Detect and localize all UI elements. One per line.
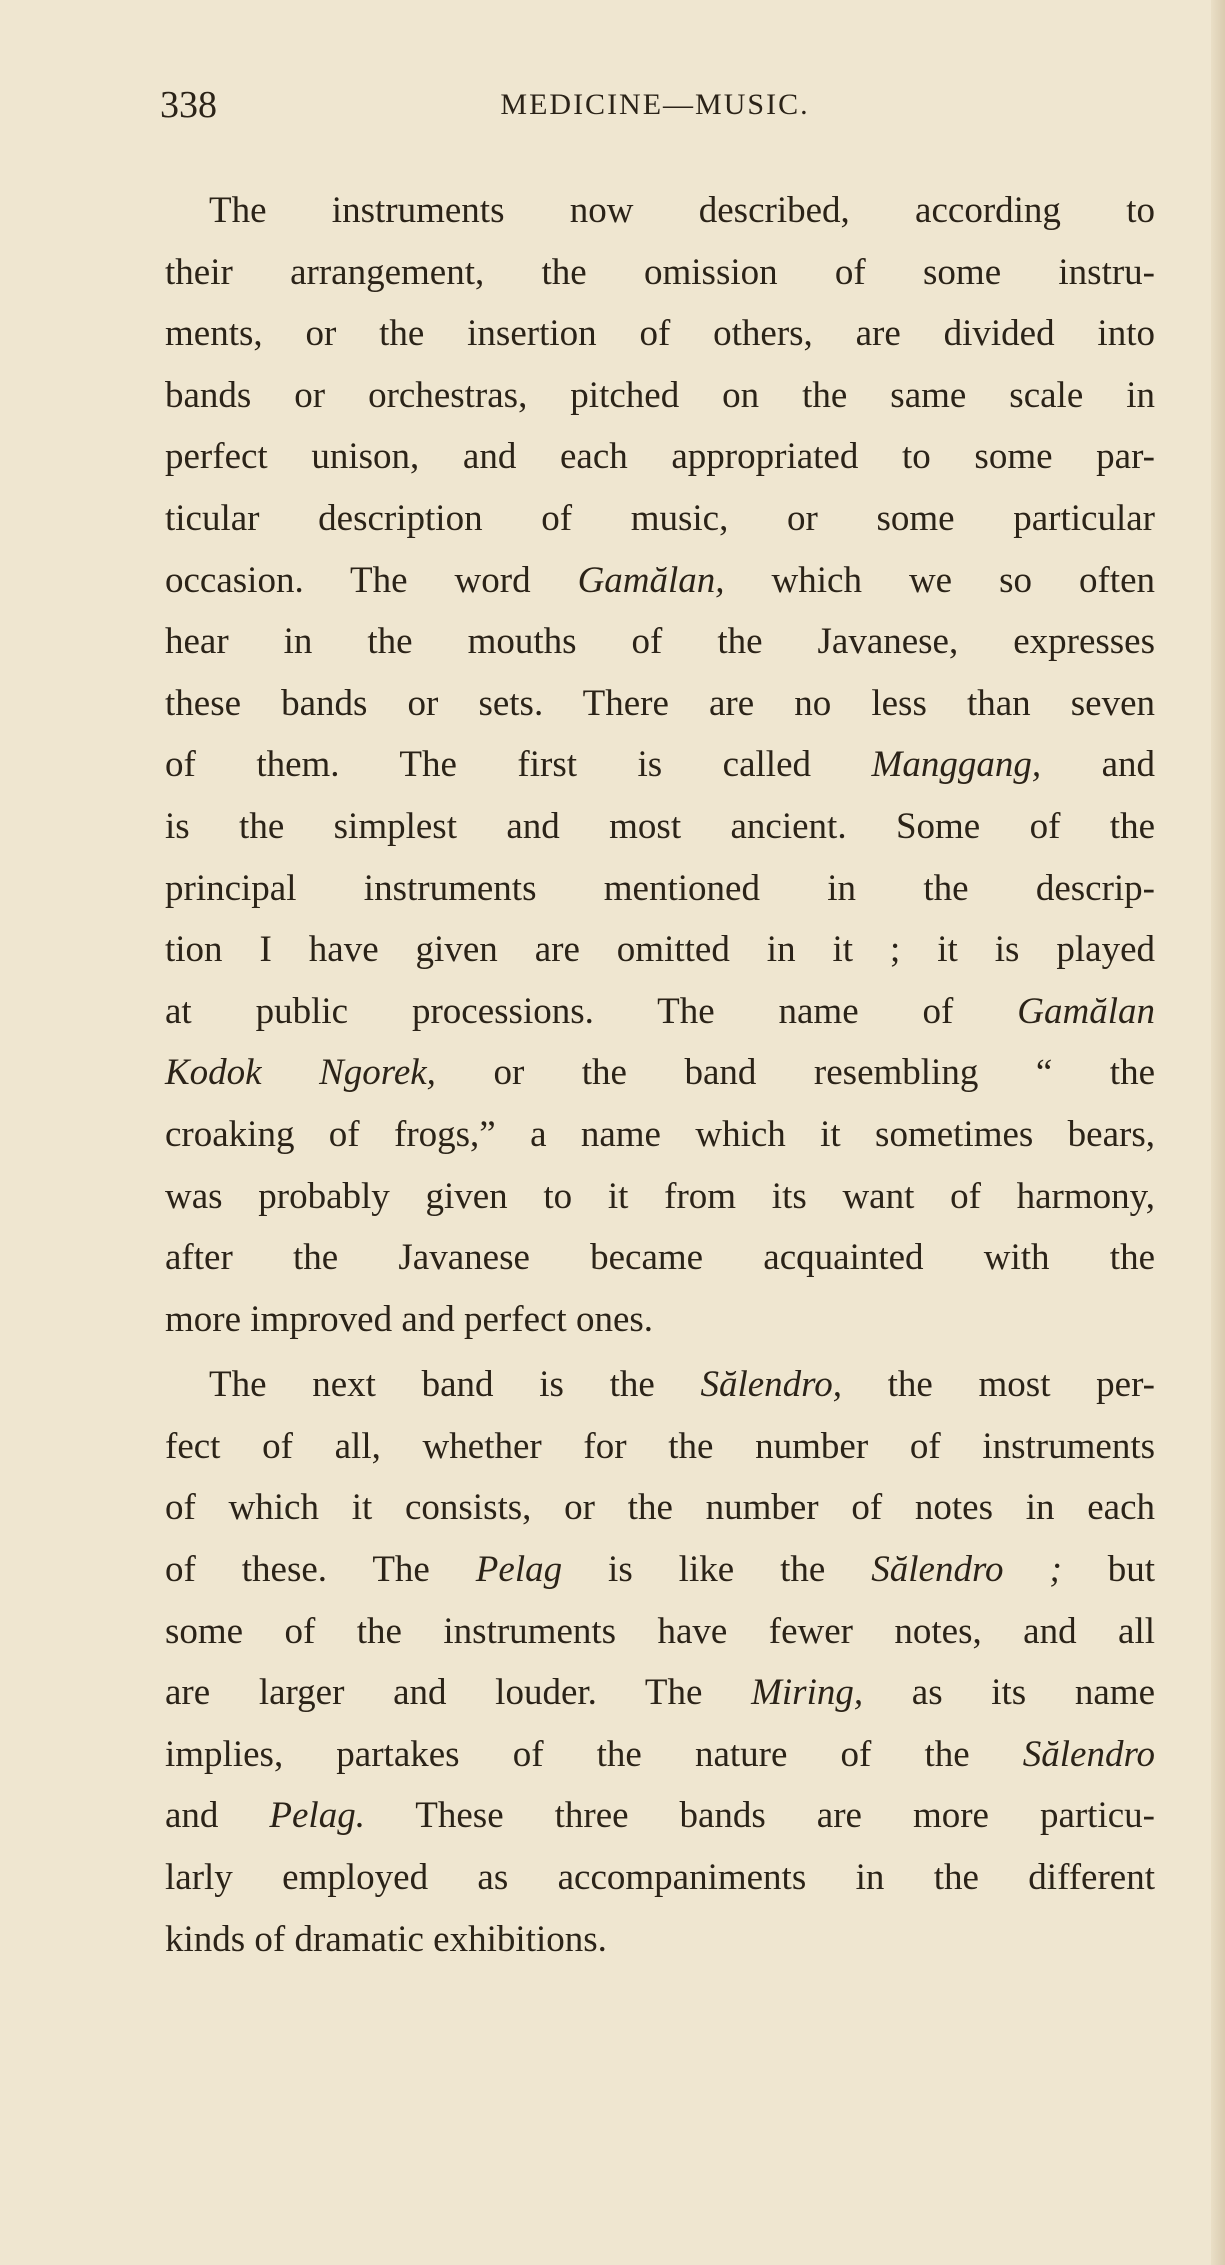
- text-segment: at public processions. The name of: [165, 990, 1018, 1032]
- page-edge: [1211, 0, 1225, 2265]
- text-segment: as its name: [863, 1672, 1155, 1714]
- body-text: [165, 180, 1155, 1970]
- text-segment: and: [165, 1795, 270, 1837]
- text-line: larly employed as accompaniments in the different: [165, 1857, 1155, 1899]
- text-line: [165, 1042, 1155, 1104]
- text-segment: occasion. The word: [165, 559, 578, 601]
- text-line: hear in the mouths of the Javanese, expresses: [165, 621, 1155, 663]
- text-segment: but: [1061, 1549, 1155, 1591]
- text-segment: of these. The: [165, 1549, 476, 1591]
- text-line: kinds of dramatic exhibitions.: [165, 1918, 607, 1960]
- paragraph-2: [165, 1354, 1155, 1970]
- text-line: more improved and perfect ones.: [165, 1298, 654, 1340]
- text-line: [165, 1724, 1155, 1786]
- text-line: The instruments now described, according to: [209, 190, 1155, 231]
- text-line: [165, 1662, 1155, 1724]
- text-segment: and: [1041, 744, 1155, 786]
- text-segment: are larger and louder. The: [165, 1672, 752, 1714]
- term-salendro: Sălendro,: [700, 1364, 842, 1406]
- text-segment: is like the: [562, 1549, 872, 1591]
- text-line: these bands or sets. There are no less than seven: [165, 682, 1155, 724]
- text-segment: implies, partakes of the nature of the: [165, 1733, 1023, 1775]
- text-segment: These three bands are more particu-: [364, 1795, 1155, 1837]
- text-line: bands or orchestras, pitched on the same scale in: [165, 374, 1155, 416]
- text-line: fect of all, whether for the number of instruments: [165, 1425, 1155, 1467]
- text-line: [165, 734, 1155, 796]
- text-line: croaking of frogs,” a name which it sometimes bears,: [165, 1113, 1155, 1155]
- text-line: their arrangement, the omission of some instru-: [165, 251, 1155, 293]
- paragraph-1: [165, 180, 1155, 1350]
- text-line: ticular description of music, or some particular: [165, 497, 1155, 539]
- text-line: principal instruments mentioned in the descrip-: [165, 867, 1155, 909]
- text-line: after the Javanese became acquainted with the: [165, 1237, 1155, 1279]
- text-line: [165, 1785, 1155, 1847]
- text-segment: The next band is the: [209, 1364, 701, 1406]
- text-line: perfect unison, and each appropriated to some par-: [165, 436, 1155, 478]
- text-line: ments, or the insertion of others, are divided into: [165, 313, 1155, 355]
- term-gamalan: Gamălan: [1017, 990, 1155, 1032]
- term-salendro: Sălendro ;: [871, 1549, 1062, 1591]
- term-gamalan: Gamălan,: [577, 559, 725, 601]
- text-segment: the most per-: [841, 1364, 1155, 1406]
- text-line: [165, 1539, 1155, 1601]
- term-salendro: Sălendro: [1022, 1733, 1155, 1775]
- page-header: [160, 80, 1150, 130]
- term-miring: Miring,: [751, 1672, 864, 1714]
- text-line: was probably given to it from its want of harmony,: [165, 1175, 1155, 1217]
- term-kodok-ngorek: Kodok Ngorek,: [165, 1052, 436, 1094]
- page-number: 338: [160, 84, 217, 126]
- text-segment: or the band resembling “ the: [435, 1052, 1155, 1094]
- text-segment: of them. The first is called: [165, 744, 872, 786]
- running-head: MEDICINE—MUSIC.: [500, 88, 810, 121]
- text-line: is the simplest and most ancient. Some of the: [165, 805, 1155, 847]
- text-line: [165, 981, 1155, 1043]
- text-line: some of the instruments have fewer notes, and all: [165, 1610, 1155, 1652]
- term-pelag: Pelag.: [269, 1795, 365, 1837]
- text-line: tion I have given are omitted in it ; it is played: [165, 929, 1155, 971]
- text-line: [165, 1354, 1155, 1416]
- text-line: of which it consists, or the number of notes in each: [165, 1487, 1155, 1529]
- text-line: [165, 550, 1155, 612]
- term-pelag: Pelag: [475, 1549, 563, 1591]
- text-segment: which we so often: [724, 559, 1155, 601]
- term-manggang: Manggang,: [871, 744, 1042, 786]
